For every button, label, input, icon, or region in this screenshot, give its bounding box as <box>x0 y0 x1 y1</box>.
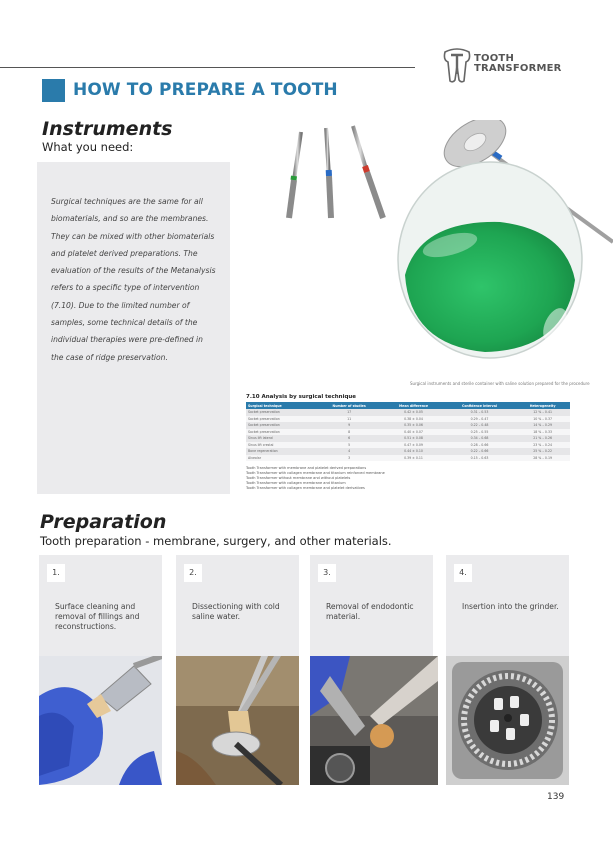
table-cell: 0.47 ± 0.09 <box>383 442 444 449</box>
header-rule <box>0 67 415 68</box>
table-cell: 12 % – 0.41 <box>515 409 570 416</box>
bur-2 <box>326 128 331 218</box>
table-cell: 0.22 – 0.66 <box>444 448 515 455</box>
logo-line-1: TOOTH <box>474 53 515 64</box>
step-description: Removal of endodontic material. <box>326 602 414 621</box>
table-header-cell: Surgical technique <box>246 402 315 409</box>
table-cell: 0.25 – 0.55 <box>444 429 515 436</box>
table-cell: 18 % – 0.33 <box>515 429 570 436</box>
table-cell: 8 <box>315 429 383 436</box>
instruments-photo <box>245 120 613 385</box>
table-cell: 25 % – 0.22 <box>515 448 570 455</box>
table-cell: 17 <box>315 409 383 416</box>
instruments-heading: Instruments <box>42 118 173 140</box>
bur-1 <box>289 132 301 218</box>
table-cell: 14 % – 0.29 <box>515 422 570 429</box>
table-cell: 4 <box>315 448 383 455</box>
table-cell: 28 % – 0.19 <box>515 455 570 462</box>
table-cell: Sinus lift crestal <box>246 442 315 449</box>
table-cell: 21 % – 0.26 <box>515 435 570 442</box>
step-card-2 <box>176 555 299 785</box>
preparation-subheading: Tooth preparation - membrane, surgery, and other materials. <box>40 534 392 548</box>
table-header-cell: Mean difference <box>383 402 444 409</box>
table-note: Tooth Transformer with collagen membrane and titanium <box>246 481 346 485</box>
step-number: 3. <box>318 564 336 582</box>
bur-3 <box>353 126 383 218</box>
instruments-subheading: What you need: <box>42 140 134 154</box>
table-cell: 0.39 ± 0.11 <box>383 455 444 462</box>
step-4-photo <box>446 656 569 785</box>
step-number: 1. <box>47 564 65 582</box>
table-cell: 23 % – 0.24 <box>515 442 570 449</box>
table-cell: Socket preservation <box>246 416 315 423</box>
table-cell: 0.34 – 0.68 <box>444 435 515 442</box>
saline-bowl <box>398 162 582 358</box>
table-cell: 0.15 – 0.63 <box>444 455 515 462</box>
step-2-photo <box>176 656 299 785</box>
table-note: Tooth Transformer without membrane and without platelets <box>246 476 351 480</box>
table-cell: 0.31 – 0.53 <box>444 409 515 416</box>
table-note: Tooth Transformer with collagen membrane and titanium reinforced membrane <box>246 471 385 475</box>
table-note: Tooth Transformer with collagen membrane and platelet derivatives <box>246 486 365 490</box>
table-cell: 10 % – 0.37 <box>515 416 570 423</box>
table-row <box>246 455 570 462</box>
brand-logo <box>442 48 577 84</box>
table-cell: 3 <box>315 455 383 462</box>
table-cell: 0.40 ± 0.07 <box>383 429 444 436</box>
table-cell: Sinus lift lateral <box>246 435 315 442</box>
table-cell: 0.29 – 0.47 <box>444 416 515 423</box>
step-card-4 <box>446 555 569 785</box>
instruments-paragraph: Surgical techniques are the same for all biomaterials, and so are the membranes. They can be mixed with other biomaterials and platelet derived preparations. The evaluation of the results of the Metanalysis refers to a specific type of intervention (7.10). Due to the limited number of samples, some technical details of the individual therapies were pre-defined in the case of ridge preservation. <box>51 197 216 362</box>
table-header-row <box>246 402 570 409</box>
preparation-heading: Preparation <box>40 511 167 533</box>
step-card-3 <box>310 555 433 785</box>
step-card-1 <box>39 555 162 785</box>
table-cell: 0.35 ± 0.06 <box>383 422 444 429</box>
instruments-text-box <box>37 162 230 494</box>
page-title: HOW TO PREPARE A TOOTH <box>73 80 338 100</box>
table-cell: 5 <box>315 442 383 449</box>
table-cell: 0.51 ± 0.08 <box>383 435 444 442</box>
table-header-cell: Number of studies <box>315 402 383 409</box>
table-cell: 9 <box>315 422 383 429</box>
table-cell: Alveolar <box>246 455 315 462</box>
table-header-cell: Heterogeneity <box>515 402 570 409</box>
page-number: 139 <box>547 792 565 802</box>
title-marker <box>42 79 65 102</box>
table-cell: 0.22 – 0.48 <box>444 422 515 429</box>
photo-caption: Surgical instruments and sterile container with saline solution prepared for the procedure <box>410 381 590 386</box>
table-header-cell: Confidence interval <box>444 402 515 409</box>
table-cell: Socket preservation <box>246 422 315 429</box>
step-number: 2. <box>184 564 202 582</box>
step-description: Dissectioning with cold saline water. <box>192 602 280 621</box>
step-1-photo <box>39 656 162 785</box>
analysis-table <box>246 402 570 461</box>
table-cell: 0.38 ± 0.04 <box>383 416 444 423</box>
table-cell: Socket preservation <box>246 429 315 436</box>
table-cell: 0.28 – 0.66 <box>444 442 515 449</box>
table-cell: Bone regeneration <box>246 448 315 455</box>
table-cell: 11 <box>315 416 383 423</box>
table-title: 7.10 Analysis by surgical technique <box>246 394 357 400</box>
table-note: Tooth Transformer with membrane and platelet derived preparations <box>246 466 367 470</box>
step-description: Surface cleaning and removal of fillings and reconstructions. <box>55 602 140 631</box>
table-cell: 0.44 ± 0.10 <box>383 448 444 455</box>
step-3-photo <box>310 656 438 785</box>
logo-line-2: TRANSFORMER <box>474 63 562 74</box>
table-cell: Socket preservation <box>246 409 315 416</box>
table-notes <box>246 466 385 491</box>
step-number: 4. <box>454 564 472 582</box>
tooth-logo-icon <box>442 48 472 84</box>
table-cell: 6 <box>315 435 383 442</box>
step-description: Insertion into the grinder. <box>462 602 559 611</box>
table-cell: 0.42 ± 0.05 <box>383 409 444 416</box>
